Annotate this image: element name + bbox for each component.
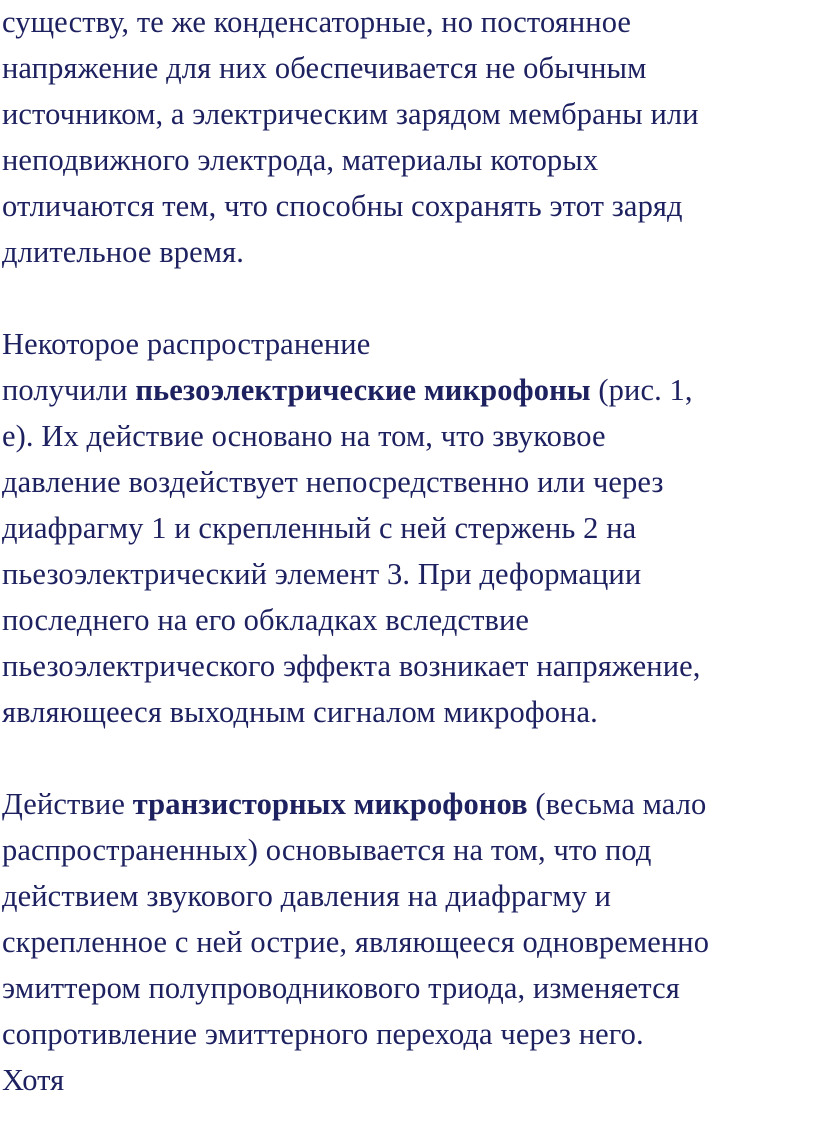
text-line: неподвижного электрода, материалы которых	[2, 143, 599, 177]
text-line: пьезоэлектрический элемент 3. При деформации	[2, 557, 642, 591]
text-line: сопротивление эмиттерного перехода через него.	[2, 1017, 644, 1051]
text-line: напряжение для них обеспечивается не обычным	[2, 51, 647, 85]
paragraph-condenser-microphones	[2, 0, 816, 275]
text-line: скрепленное с ней острие, являющееся одновременно	[2, 925, 710, 959]
text-line: распространенных) основывается на том, что под	[2, 833, 652, 867]
text-line: существу, те же конденсаторные, но постоянное	[2, 5, 632, 39]
paragraph-piezoelectric-microphones	[2, 321, 816, 735]
text-line: длительное время.	[2, 235, 245, 269]
text-line: Хотя	[2, 1063, 65, 1097]
text-line: эмиттером полупроводникового триода, изменяется	[2, 971, 680, 1005]
text-line: последнего на его обкладках вследствие	[2, 603, 530, 637]
paragraph-transistor-microphones	[2, 781, 816, 1103]
text-line: отличаются тем, что способны сохранять этот заряд	[2, 189, 683, 223]
text-line: действием звукового давления на диафрагму и	[2, 879, 612, 913]
text-line	[2, 781, 816, 827]
text-line: являющееся выходным сигналом микрофона.	[2, 695, 598, 729]
text-line: источником, а электрическим зарядом мембраны или	[2, 97, 699, 131]
text-run: (рис. 1,	[590, 373, 693, 407]
text-line: давление воздействует непосредственно или через	[2, 465, 664, 499]
bold-term-transistor-microphones: транзисторных микрофонов	[132, 787, 528, 821]
paragraph-spacer	[2, 275, 816, 321]
text-line: пьезоэлектрического эффекта возникает напряжение,	[2, 649, 701, 683]
text-line: е). Их действие основано на том, что звуковое	[2, 419, 606, 453]
text-run: Действие	[2, 787, 133, 821]
text-line	[2, 367, 816, 413]
text-line: Некоторое распространение	[2, 327, 371, 361]
text-run: (весьма мало	[527, 787, 707, 821]
paragraph-spacer	[2, 735, 816, 781]
bold-term-piezoelectric-microphones: пьезоэлектрические микрофоны	[135, 373, 591, 407]
text-run: получили	[2, 373, 136, 407]
text-line: диафрагму 1 и скрепленный с ней стержень 2 на	[2, 511, 637, 545]
